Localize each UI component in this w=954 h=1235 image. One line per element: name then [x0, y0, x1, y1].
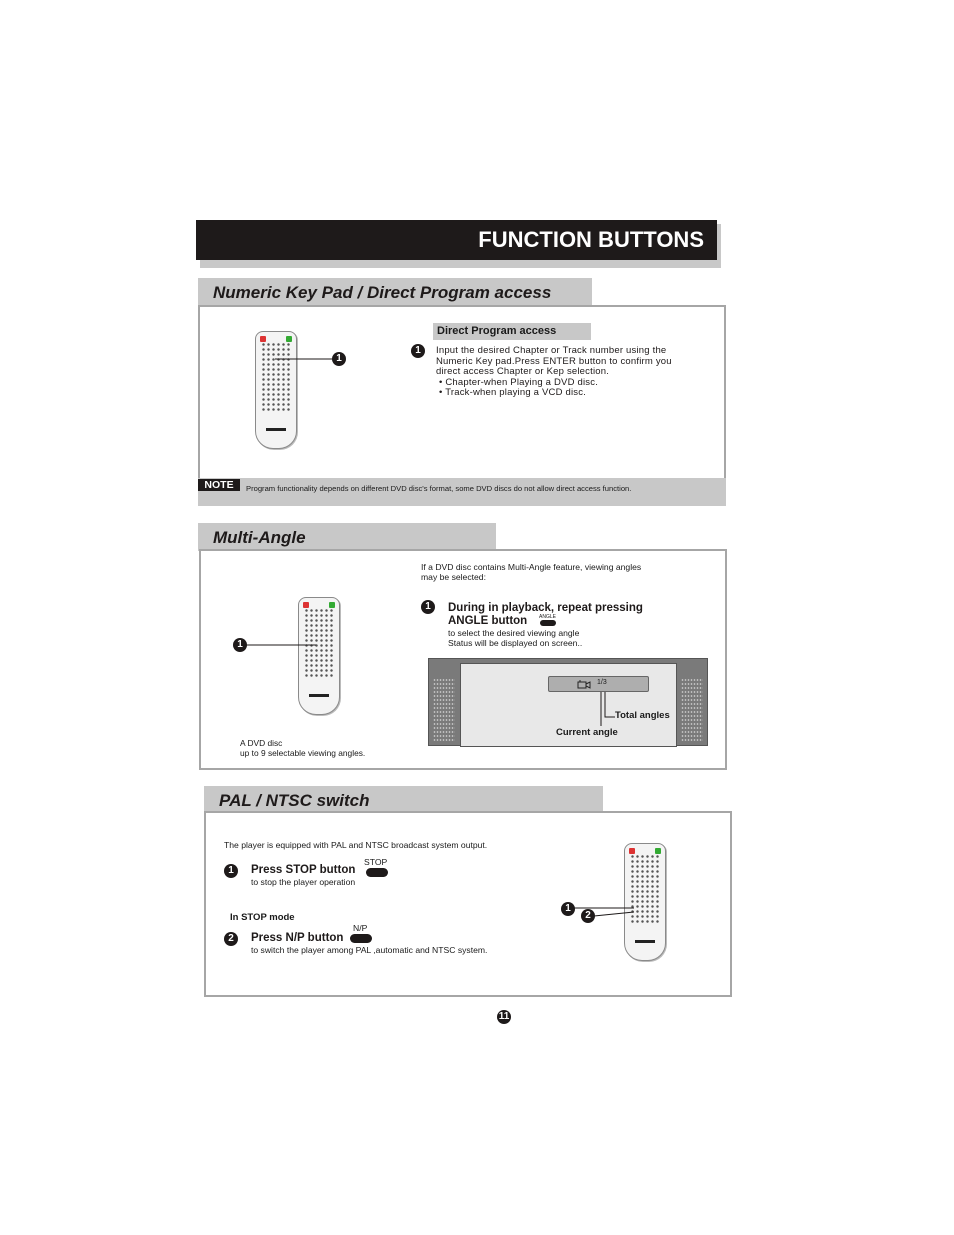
- section-title-angle: Multi-Angle: [213, 528, 306, 547]
- callout-marker-1: 1: [233, 638, 247, 652]
- camera-icon: [577, 679, 591, 689]
- subheader-text: Direct Program access: [437, 325, 557, 337]
- section-header-pal: [204, 786, 603, 814]
- step2-title: Press N/P button: [251, 932, 344, 944]
- np-button-label: N/P: [353, 923, 368, 933]
- step-marker-1: 1: [421, 600, 435, 614]
- callout-marker-1: 1: [561, 902, 575, 916]
- remote-control-image: [255, 331, 297, 449]
- step-marker-1: 1: [224, 864, 238, 878]
- step2-sub: to switch the player among PAL ,automatic and NTSC system.: [251, 945, 488, 955]
- label-current-angle: Current angle: [556, 727, 618, 738]
- text-line: Status will be displayed on screen..: [448, 638, 583, 648]
- label-total-angles: Total angles: [615, 710, 670, 721]
- callout-marker-2: 2: [581, 909, 595, 923]
- section-header-numeric: [198, 278, 592, 306]
- step1-sub: [448, 628, 582, 648]
- stop-mode-label: In STOP mode: [230, 912, 295, 923]
- page-number: 11: [498, 1011, 510, 1022]
- step1-description: [436, 346, 696, 399]
- pal-intro: The player is equipped with PAL and NTSC broadcast system output.: [224, 840, 488, 850]
- speaker-grille-left: [433, 678, 455, 742]
- callout-lines: [568, 900, 638, 926]
- text-line: If a DVD disc contains Multi-Angle feature, viewing angles: [421, 562, 642, 572]
- text-line: Numeric Key pad.Press ENTER button to confirm you: [436, 355, 672, 367]
- subheader-direct-program: [433, 323, 591, 340]
- text-line: direct access Chapter or Kep selection.: [436, 366, 610, 377]
- step1-sub: to stop the player operation: [251, 877, 356, 887]
- title-bar: [196, 220, 717, 260]
- page-title: FUNCTION BUTTONS: [478, 227, 704, 252]
- text-line: may be selected:: [421, 572, 486, 582]
- note-label: NOTE: [198, 479, 240, 491]
- section-header-angle: [198, 523, 496, 551]
- bullet-item: • Track-when playing a VCD disc.: [439, 387, 587, 398]
- step1-title: Press STOP button: [251, 864, 356, 876]
- stop-button-icon: [366, 868, 388, 877]
- np-button-icon: [350, 934, 372, 943]
- stop-button-label: STOP: [364, 857, 388, 867]
- step-marker-2: 2: [224, 932, 238, 946]
- text-line: A DVD disc: [240, 738, 283, 748]
- remote-caption: [240, 739, 365, 758]
- bullet-item: • Chapter-when Playing a DVD disc.: [439, 376, 599, 388]
- osd-angle-value: 1/3: [597, 679, 607, 686]
- text-line: ANGLE button: [448, 615, 528, 627]
- angle-intro: [421, 562, 641, 582]
- section-title-pal: PAL / NTSC switch: [219, 791, 370, 810]
- callout-marker-1: 1: [332, 352, 346, 366]
- note-text: Program functionality depends on different DVD disc's format, some DVD discs do not allow direct access function.: [246, 484, 632, 493]
- text-line: Input the desired Chapter or Track number using the: [436, 345, 667, 356]
- angle-button-icon: [540, 620, 556, 626]
- callout-line: [240, 638, 320, 652]
- step-marker-1: 1: [411, 344, 425, 358]
- angle-button-label: ANGLE: [539, 614, 556, 620]
- speaker-grille-right: [681, 678, 703, 742]
- text-line: During in playback, repeat pressing: [448, 602, 643, 614]
- remote-control-image: [298, 597, 340, 715]
- text-line: to select the desired viewing angle: [448, 628, 580, 638]
- text-line: up to 9 selectable viewing angles.: [240, 747, 366, 758]
- section-title-numeric: Numeric Key Pad / Direct Program access: [213, 283, 552, 302]
- callout-line: [275, 350, 340, 370]
